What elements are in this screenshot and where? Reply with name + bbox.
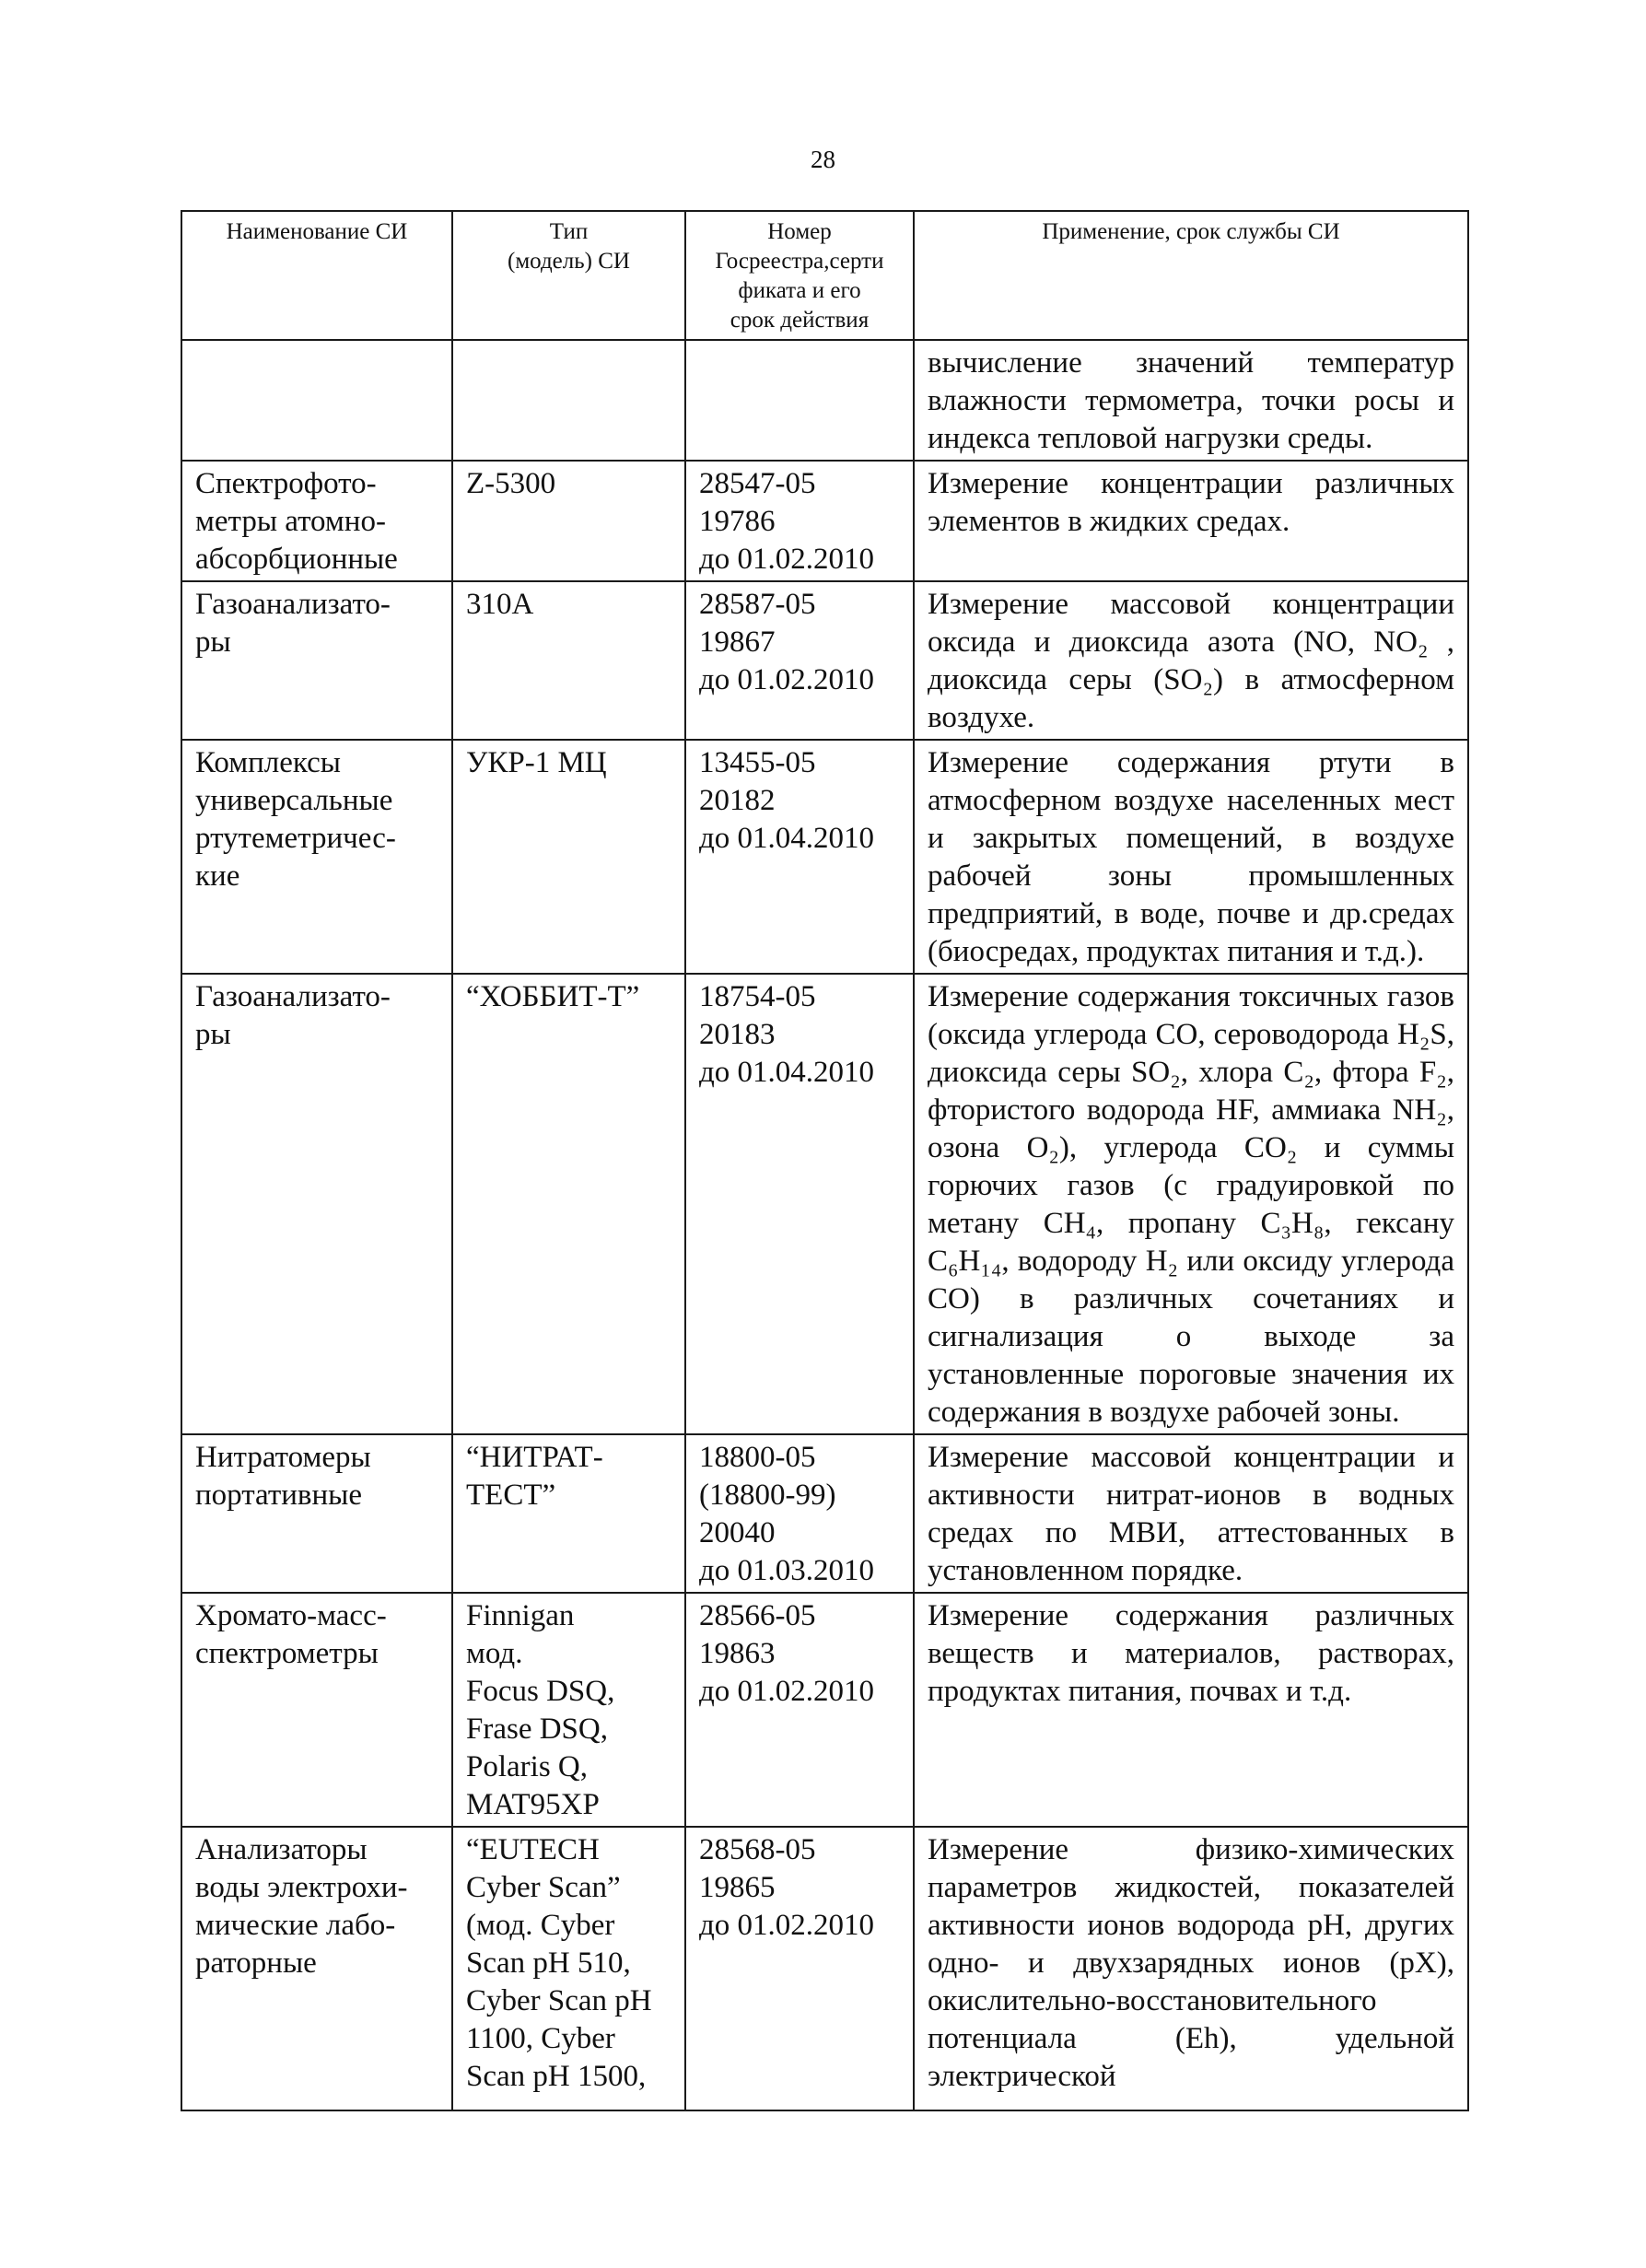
table-row (181, 461, 1468, 581)
usage-text: вычисление значений температур влажности термометра, точки росы и индекса тепловой нагрузки среды. (928, 346, 1454, 455)
page-number: 28 (811, 146, 835, 173)
cell-usage (914, 740, 1468, 974)
table-row (181, 740, 1468, 974)
cell-type-line: (мод. Cyber (466, 1909, 615, 1942)
cell-type-line: Z-5300 (466, 467, 556, 500)
cell-usage (914, 1434, 1468, 1593)
cell-number (685, 461, 914, 581)
cell-usage (914, 340, 1468, 461)
cell-name (181, 1827, 452, 2110)
header-line: (модель) СИ (508, 249, 630, 274)
cell-number-line: до 01.03.2010 (699, 1554, 875, 1587)
cell-number-line: (18800-99) (699, 1479, 836, 1512)
usage-text: Измерение физико-химических параметров жидкостей, показателей активности ионов водорода pH, других одно- и двухзарядных ионов (pX), окислительно-восстановительного потенциала (Eh), удельной электрической (928, 1833, 1454, 2093)
cell-usage (914, 974, 1468, 1434)
cell-type-line: “EUTECH (466, 1833, 600, 1866)
cell-type-line: ТЕСТ” (466, 1479, 556, 1512)
usage-text: Измерение содержания ртути в атмосферном воздухе населенных мест и закрытых помещений, в воздухе рабочей зоны промышленных предприятий, в воде, почве и др.средах (биосредах, продуктах питания и т.д.). (928, 746, 1454, 968)
cell-type-line: MAT95XP (466, 1788, 600, 1821)
cell-number (685, 1434, 914, 1593)
cell-number-line: 28547-05 (699, 467, 816, 500)
cell-name (181, 740, 452, 974)
cell-name-line: универсальные (195, 784, 393, 817)
usage-text: Измерение массовой концентрации оксида и диоксида азота (NO, NO₂ , диоксида серы (SO₂) в атмосферном воздухе. (928, 588, 1454, 734)
cell-number-line: 20040 (699, 1516, 776, 1549)
cell-type (452, 581, 685, 740)
cell-name-line: ртутеметричес- (195, 822, 396, 855)
cell-number-line: 18800-05 (699, 1441, 816, 1474)
cell-usage (914, 1827, 1468, 2110)
cell-name-line: Газоанализато- (195, 980, 391, 1013)
table-row (181, 1434, 1468, 1593)
cell-number (685, 1827, 914, 2110)
cell-name-line: Нитратомеры (195, 1441, 371, 1474)
header-line: Наименование СИ (226, 219, 408, 244)
cell-name-line: Спектрофото- (195, 467, 377, 500)
header-line: Применение, срок службы СИ (1042, 219, 1340, 244)
cell-type-line: Focus DSQ, (466, 1675, 615, 1708)
cell-type-line: “НИТРАТ- (466, 1441, 603, 1474)
cell-type (452, 1593, 685, 1827)
cell-type (452, 740, 685, 974)
header-type (452, 211, 685, 340)
cell-name-line: кие (195, 859, 240, 893)
cell-number-line: до 01.02.2010 (699, 1675, 875, 1708)
cell-type (452, 461, 685, 581)
cell-name-line: мические лабо- (195, 1909, 396, 1942)
cell-usage (914, 461, 1468, 581)
cell-type-line: “ХОББИТ-Т” (466, 980, 640, 1013)
cell-number-line: до 01.04.2010 (699, 822, 875, 855)
cell-name (181, 581, 452, 740)
table-row-continuation (181, 340, 1468, 461)
usage-text: Измерение содержания различных веществ и материалов, растворах, продуктах питания, почвах и т.д. (928, 1599, 1454, 1708)
cell-type-line: Cyber Scan” (466, 1871, 621, 1904)
cell-number-line: 28566-05 (699, 1599, 816, 1632)
usage-text: Измерение концентрации различных элементов в жидких средах. (928, 467, 1454, 538)
cell-number (685, 740, 914, 974)
cell-type-line: 310А (466, 588, 534, 621)
cell-number-line: 19865 (699, 1871, 776, 1904)
cell-type (452, 340, 685, 461)
table-body (181, 340, 1468, 2110)
cell-type-line: 1100, Cyber (466, 2022, 615, 2055)
header-line: Госреестра,серти (715, 249, 884, 274)
table-row (181, 1827, 1468, 2110)
cell-type (452, 1827, 685, 2110)
cell-type-line: Scan pH 1500, (466, 2060, 647, 2093)
cell-name-line: метры атомно- (195, 505, 386, 538)
cell-number-line: до 01.02.2010 (699, 1909, 875, 1942)
header-line: фиката и его (738, 278, 861, 303)
cell-number (685, 340, 914, 461)
table-header-row (181, 211, 1468, 340)
cell-number-line: 20183 (699, 1018, 776, 1051)
cell-number-line: до 01.02.2010 (699, 663, 875, 696)
cell-name-line: ры (195, 625, 231, 659)
cell-number (685, 974, 914, 1434)
cell-number (685, 581, 914, 740)
cell-number-line: 19867 (699, 625, 776, 659)
cell-name-line: спектрометры (195, 1637, 379, 1670)
header-line: Тип (549, 219, 589, 244)
cell-name-line: Комплексы (195, 746, 341, 779)
usage-text: Измерение массовой концентрации и активности нитрат-ионов в водных средах по МВИ, аттестованных в установленном порядке. (928, 1441, 1454, 1587)
cell-name (181, 340, 452, 461)
cell-number-line: 19863 (699, 1637, 776, 1670)
cell-name-line: абсорбционные (195, 543, 398, 576)
cell-number (685, 1593, 914, 1827)
header-usage (914, 211, 1468, 340)
cell-number-line: 18754-05 (699, 980, 816, 1013)
cell-type-line: Finnigan (466, 1599, 575, 1632)
usage-text: Измерение содержания токсичных газов (оксида углерода СО, сероводорода H₂S, диоксида серы SO₂, хлора С₂, фтора F₂, фтористого водорода HF, аммиака NH₂, озона O₂), углерода СО₂ и суммы горючих газов (с градуировкой по метану CH₄, пропану C₃H₈, гексану C₆H₁₄, водороду H₂ или оксиду углерода СО) в различных сочетаниях и сигнализация о выходе за установленные пороговые значения их содержания в воздухе рабочей зоны. (928, 980, 1454, 1429)
cell-type (452, 1434, 685, 1593)
cell-type-line: мод. (466, 1637, 523, 1670)
header-line: срок действия (730, 308, 870, 333)
cell-type-line: УКР-1 МЦ (466, 746, 607, 779)
table-row (181, 1593, 1468, 1827)
header-name (181, 211, 452, 340)
cell-type-line: Frase DSQ, (466, 1713, 608, 1746)
cell-name (181, 974, 452, 1434)
header-number (685, 211, 914, 340)
header-line: Номер (767, 219, 832, 244)
cell-name (181, 1593, 452, 1827)
cell-type-line: Polaris Q, (466, 1750, 588, 1783)
cell-number-line: 20182 (699, 784, 776, 817)
cell-name-line: воды электрохи- (195, 1871, 408, 1904)
cell-number-line: 19786 (699, 505, 776, 538)
cell-number-line: 28568-05 (699, 1833, 816, 1866)
cell-number-line: до 01.04.2010 (699, 1056, 875, 1089)
cell-name (181, 461, 452, 581)
cell-number-line: 13455-05 (699, 746, 816, 779)
cell-name-line: Хромато-масс- (195, 1599, 387, 1632)
cell-name (181, 1434, 452, 1593)
table-row (181, 581, 1468, 740)
cell-number-line: до 01.02.2010 (699, 543, 875, 576)
cell-name-line: раторные (195, 1947, 317, 1980)
cell-name-line: ры (195, 1018, 231, 1051)
cell-usage (914, 1593, 1468, 1827)
measuring-instruments-table (181, 210, 1469, 2111)
cell-name-line: Анализаторы (195, 1833, 368, 1866)
cell-usage (914, 581, 1468, 740)
cell-name-line: Газоанализато- (195, 588, 391, 621)
cell-type-line: Scan pH 510, (466, 1947, 631, 1980)
cell-name-line: портативные (195, 1479, 362, 1512)
cell-type-line: Cyber Scan pH (466, 1984, 652, 2017)
table-row (181, 974, 1468, 1434)
cell-type (452, 974, 685, 1434)
cell-number-line: 28587-05 (699, 588, 816, 621)
